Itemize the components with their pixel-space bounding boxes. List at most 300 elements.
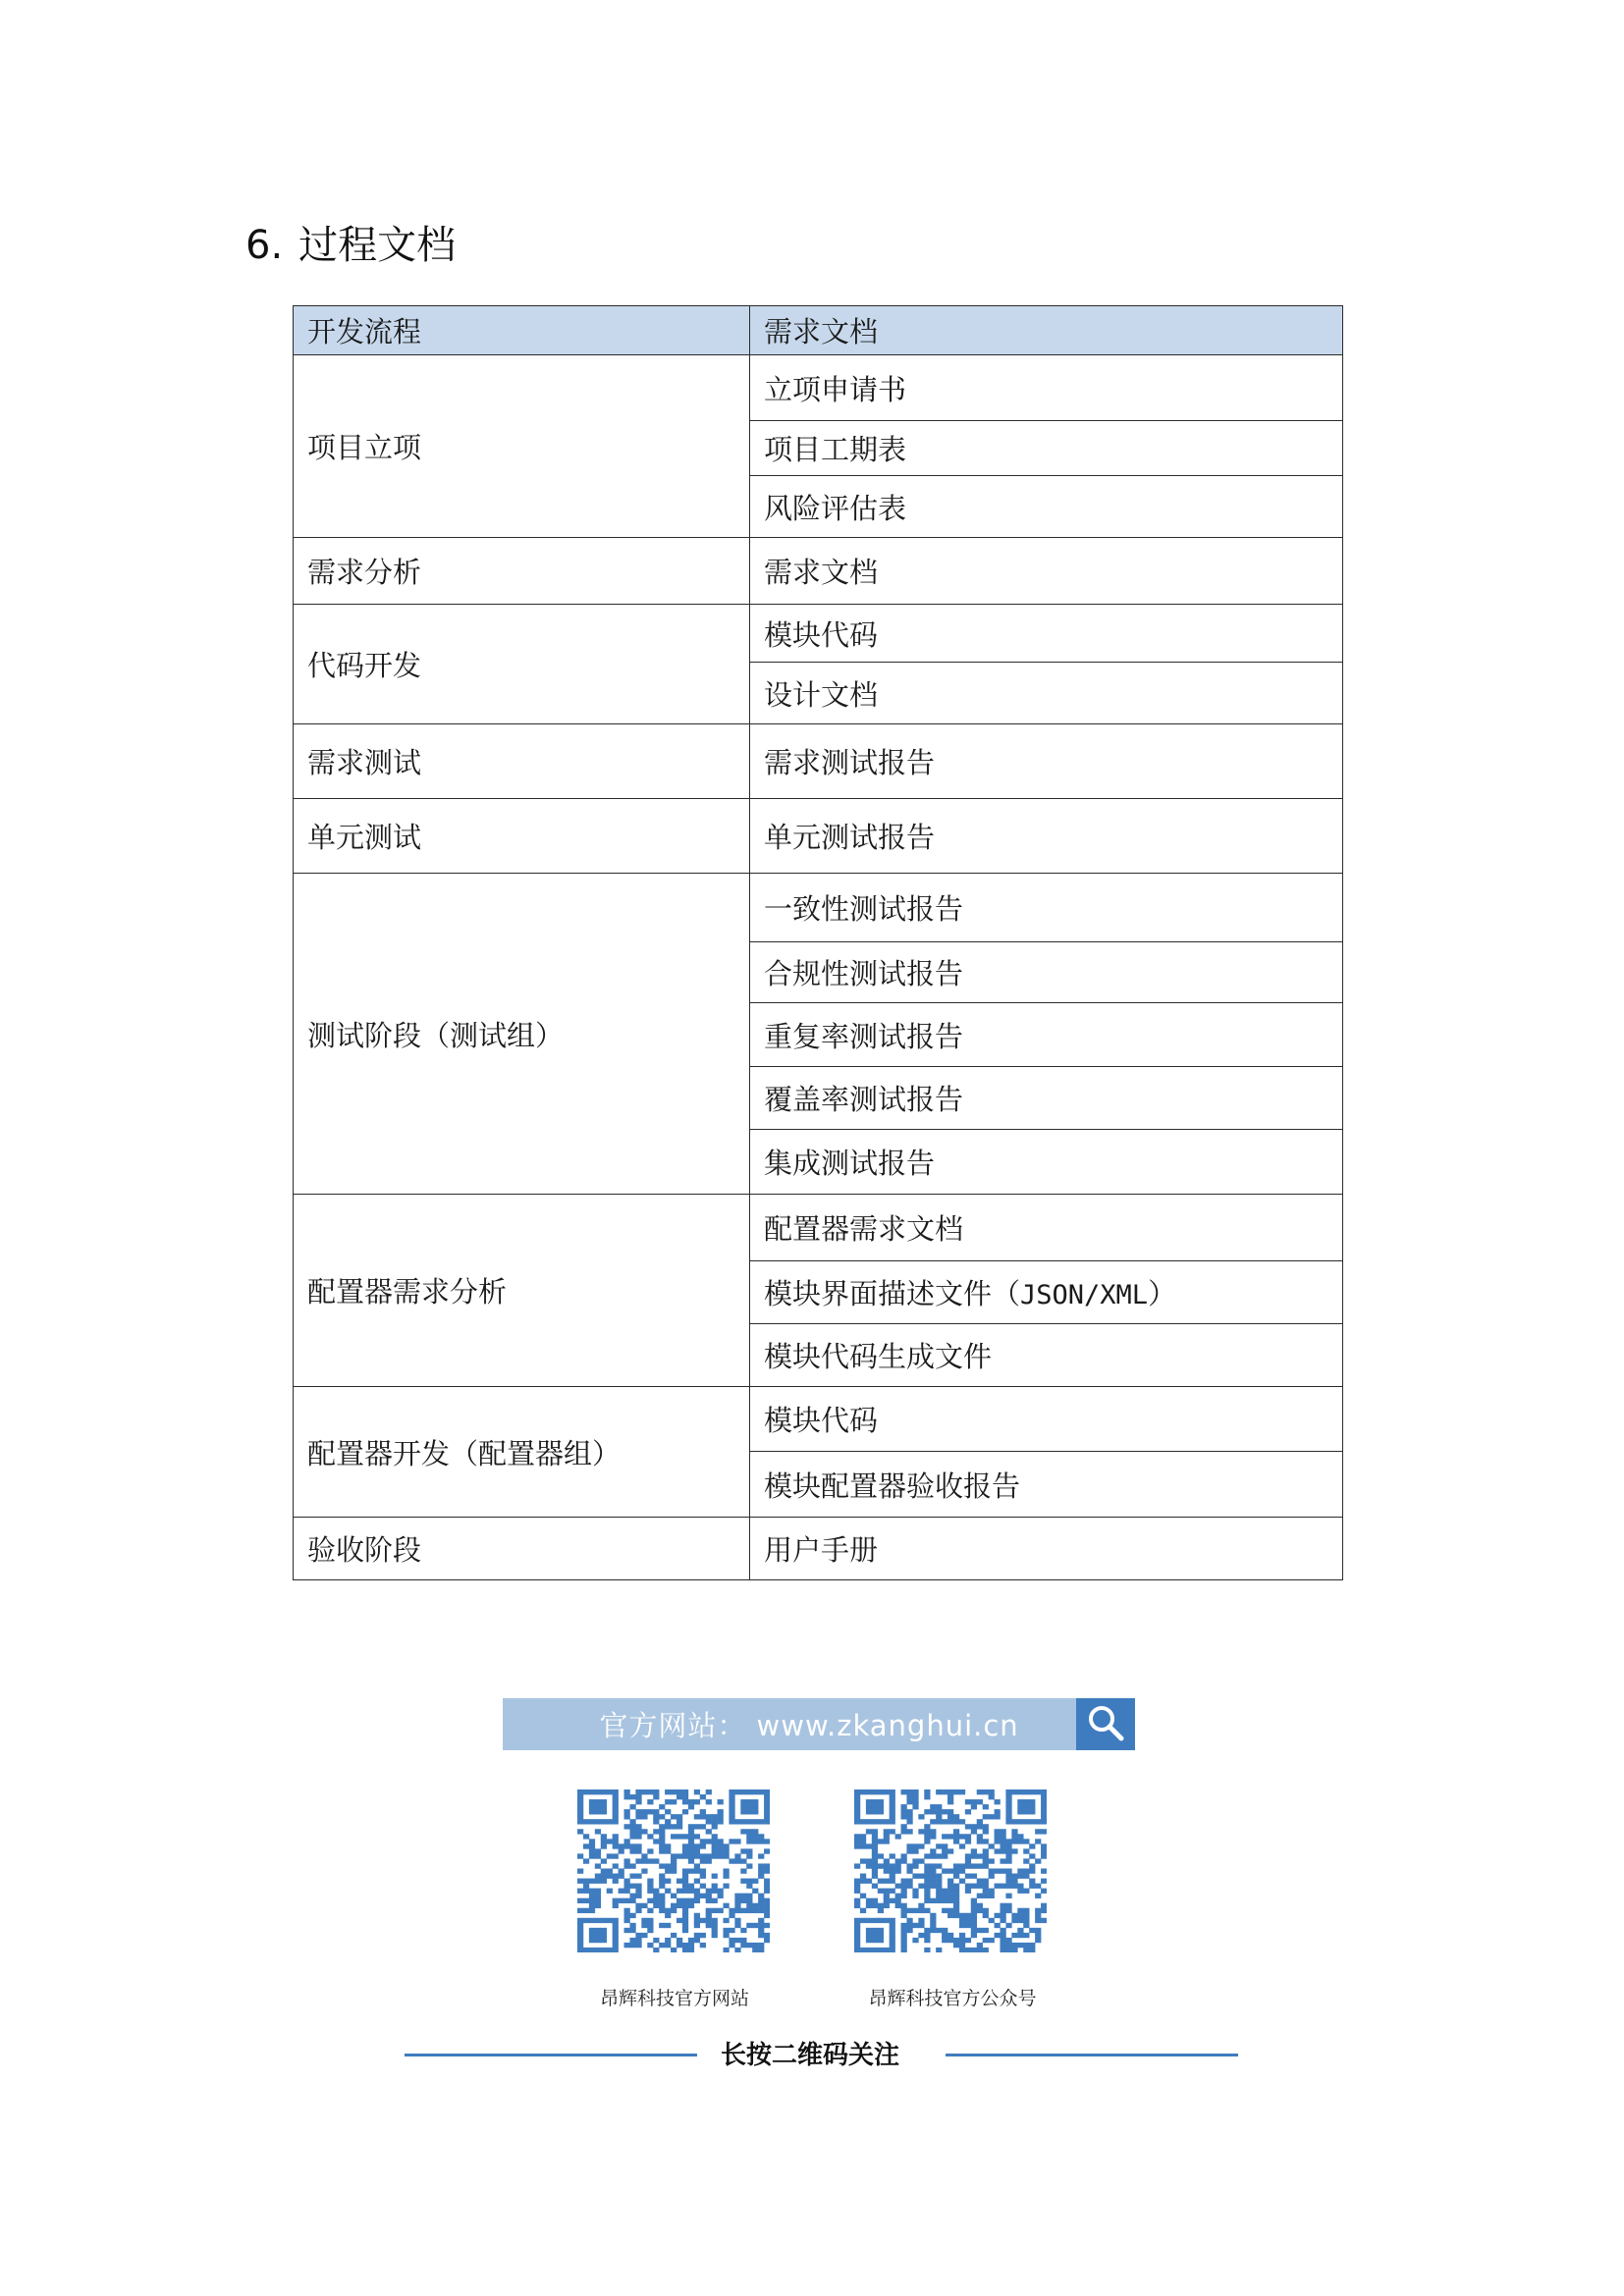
qr-module: [1005, 1874, 1011, 1879]
qr-module: [635, 1848, 641, 1853]
qr-module: [624, 1884, 630, 1889]
qr-module: [583, 1843, 589, 1848]
qr-module: [930, 1913, 936, 1918]
qr-module: [677, 1938, 682, 1943]
qr-module: [1011, 1879, 1017, 1884]
qr-module: [1005, 1843, 1011, 1848]
qr-module: [729, 1819, 734, 1824]
qr-module: [607, 1889, 613, 1894]
website-url[interactable]: www.zkanghui.cn: [756, 1709, 1019, 1742]
qr-module: [665, 1913, 671, 1918]
qr-module: [1017, 1834, 1023, 1839]
qr-module: [971, 1884, 977, 1889]
doc-cell: 模块代码生成文件: [750, 1324, 1343, 1387]
qr-module: [878, 1799, 884, 1804]
qr-module: [995, 1933, 1001, 1938]
qr-module: [659, 1824, 665, 1829]
qr-module: [1041, 1889, 1047, 1894]
qr-module: [947, 1894, 953, 1898]
qr-code-wechat[interactable]: [854, 1789, 1051, 1952]
qr-module: [671, 1868, 677, 1873]
qr-module: [682, 1834, 688, 1839]
qr-module: [890, 1923, 895, 1928]
qr-module: [1017, 1908, 1023, 1913]
qr-module: [965, 1923, 971, 1928]
qr-module: [764, 1908, 770, 1913]
qr-module: [764, 1898, 770, 1903]
doc-cell: 模块配置器验收报告: [750, 1452, 1343, 1518]
doc-cell: 立项申请书: [750, 355, 1343, 421]
qr-module: [764, 1794, 770, 1799]
qr-module: [878, 1908, 884, 1913]
qr-module: [595, 1789, 601, 1794]
qr-module: [694, 1918, 700, 1923]
qr-module: [577, 1933, 583, 1938]
qr-module: [682, 1794, 688, 1799]
doc-cell: 重复率测试报告: [750, 1003, 1343, 1067]
qr-module: [959, 1948, 965, 1952]
qr-module: [1000, 1943, 1005, 1948]
qr-module: [872, 1799, 878, 1804]
qr-module: [682, 1848, 688, 1853]
qr-module: [583, 1884, 589, 1889]
qr-module: [706, 1853, 712, 1858]
qr-module: [884, 1879, 890, 1884]
qr-module: [613, 1903, 619, 1908]
qr-module: [1035, 1913, 1041, 1918]
qr-module: [583, 1918, 589, 1923]
qr-module: [860, 1894, 866, 1898]
qr-module: [595, 1874, 601, 1879]
qr-module: [890, 1938, 895, 1943]
qr-module: [866, 1938, 872, 1943]
qr-module: [653, 1829, 659, 1834]
qr-module: [613, 1799, 619, 1804]
qr-module: [854, 1863, 860, 1868]
qr-module: [688, 1848, 694, 1853]
qr-module: [884, 1863, 890, 1868]
qr-module: [901, 1928, 907, 1933]
qr-module: [734, 1789, 740, 1794]
qr-module: [959, 1843, 965, 1848]
qr-module: [1035, 1908, 1041, 1913]
qr-module: [872, 1884, 878, 1889]
qr-module: [682, 1913, 688, 1918]
qr-module: [854, 1879, 860, 1884]
qr-module: [694, 1848, 700, 1853]
qr-module: [1000, 1868, 1005, 1873]
qr-module: [595, 1863, 601, 1868]
qr-module: [854, 1889, 860, 1894]
qr-module: [712, 1874, 718, 1879]
qr-module: [983, 1908, 989, 1913]
qr-module: [1029, 1804, 1035, 1809]
qr-module: [624, 1794, 630, 1799]
qr-module: [635, 1794, 641, 1799]
qr-module: [901, 1948, 907, 1952]
qr-module: [635, 1829, 641, 1834]
qr-module: [936, 1879, 942, 1884]
qr-module: [1017, 1889, 1023, 1894]
qr-module: [752, 1834, 758, 1839]
qr-module: [688, 1938, 694, 1943]
qr-module: [659, 1923, 665, 1928]
qr-module: [1000, 1829, 1005, 1834]
doc-format-text: JSON/XML: [1020, 1280, 1149, 1310]
qr-module: [746, 1943, 752, 1948]
qr-module: [589, 1853, 595, 1858]
qr-module: [746, 1903, 752, 1908]
qr-module: [878, 1789, 884, 1794]
qr-module: [677, 1943, 682, 1948]
qr-module: [647, 1908, 653, 1913]
qr-module: [906, 1863, 912, 1868]
qr-module: [977, 1903, 983, 1908]
qr-module: [577, 1889, 583, 1894]
qr-module: [746, 1908, 752, 1913]
qr-module: [854, 1794, 860, 1799]
stage-cell: 验收阶段: [294, 1518, 750, 1580]
qr-module: [746, 1804, 752, 1809]
qr-code-website[interactable]: [577, 1789, 774, 1952]
qr-module: [878, 1918, 884, 1923]
qr-module: [752, 1923, 758, 1928]
qr-module: [936, 1948, 942, 1952]
qr-module: [624, 1928, 630, 1933]
search-button[interactable]: [1076, 1698, 1135, 1750]
qr-module: [746, 1923, 752, 1928]
website-bar[interactable]: [503, 1698, 1135, 1750]
qr-module: [890, 1853, 895, 1858]
qr-left-caption: 昂辉科技官方网站: [599, 1988, 749, 2009]
qr-module: [872, 1938, 878, 1943]
qr-module: [746, 1789, 752, 1794]
qr-module: [884, 1898, 890, 1903]
qr-module: [901, 1933, 907, 1938]
qr-module: [1000, 1843, 1005, 1848]
qr-module: [854, 1923, 860, 1928]
qr-module: [942, 1889, 947, 1894]
qr-module: [752, 1819, 758, 1824]
table-row: [294, 799, 1343, 874]
qr-module: [1029, 1863, 1035, 1868]
qr-module: [953, 1874, 959, 1879]
qr-module: [577, 1898, 583, 1903]
qr-module: [624, 1908, 630, 1913]
qr-module: [734, 1839, 740, 1843]
qr-module: [613, 1809, 619, 1814]
qr-module: [912, 1923, 918, 1928]
qr-module: [924, 1863, 930, 1868]
qr-module: [758, 1923, 764, 1928]
qr-module: [930, 1898, 936, 1903]
qr-module: [595, 1829, 601, 1834]
qr-module: [977, 1894, 983, 1898]
qr-module: [734, 1858, 740, 1863]
qr-module: [878, 1839, 884, 1843]
qr-module: [1000, 1938, 1005, 1943]
qr-module: [854, 1834, 860, 1839]
qr-module: [607, 1868, 613, 1873]
qr-module: [884, 1918, 890, 1923]
qr-module: [1005, 1789, 1011, 1794]
qr-module: [866, 1948, 872, 1952]
qr-module: [953, 1908, 959, 1913]
qr-module: [700, 1874, 706, 1879]
table-header-row: [294, 306, 1343, 355]
qr-module: [924, 1933, 930, 1938]
qr-module: [577, 1799, 583, 1804]
qr-module: [930, 1829, 936, 1834]
qr-module: [589, 1928, 595, 1933]
qr-module: [601, 1839, 607, 1843]
qr-module: [1005, 1853, 1011, 1858]
qr-module: [653, 1948, 659, 1952]
qr-module: [936, 1874, 942, 1879]
qr-module: [983, 1894, 989, 1898]
qr-module: [758, 1894, 764, 1898]
qr-module: [872, 1834, 878, 1839]
qr-module: [1041, 1804, 1047, 1809]
qr-module: [1041, 1809, 1047, 1814]
qr-module: [740, 1943, 746, 1948]
qr-module: [953, 1829, 959, 1834]
qr-module: [694, 1868, 700, 1873]
qr-module: [758, 1903, 764, 1908]
qr-module: [901, 1829, 907, 1834]
qr-module: [971, 1874, 977, 1879]
qr-module: [989, 1894, 995, 1898]
qr-module: [971, 1824, 977, 1829]
qr-module: [653, 1858, 659, 1863]
qr-module: [595, 1799, 601, 1804]
qr-module: [1017, 1819, 1023, 1824]
qr-module: [901, 1804, 907, 1809]
qr-module: [906, 1814, 912, 1819]
qr-module: [971, 1799, 977, 1804]
qr-module: [740, 1928, 746, 1933]
qr-module: [906, 1923, 912, 1928]
qr-module: [860, 1843, 866, 1848]
qr-module: [959, 1933, 965, 1938]
qr-module: [694, 1814, 700, 1819]
qr-module: [942, 1834, 947, 1839]
qr-module: [1023, 1933, 1029, 1938]
qr-module: [601, 1834, 607, 1839]
qr-module: [1029, 1789, 1035, 1794]
qr-module: [959, 1789, 965, 1794]
qr-module: [1005, 1923, 1011, 1928]
qr-module: [688, 1839, 694, 1843]
website-text[interactable]: [503, 1704, 1076, 1744]
qr-module: [1029, 1943, 1035, 1948]
qr-module: [918, 1874, 924, 1879]
qr-module: [595, 1918, 601, 1923]
qr-module: [1000, 1908, 1005, 1913]
qr-module: [595, 1948, 601, 1952]
qr-module: [729, 1943, 734, 1948]
qr-module: [746, 1809, 752, 1814]
qr-module: [1017, 1913, 1023, 1918]
qr-module: [924, 1898, 930, 1903]
qr-module: [758, 1839, 764, 1843]
qr-module: [764, 1814, 770, 1819]
qr-module: [860, 1908, 866, 1913]
qr-module: [977, 1943, 983, 1948]
qr-module: [854, 1799, 860, 1804]
qr-module: [659, 1848, 665, 1853]
qr-module: [942, 1848, 947, 1853]
qr-module: [694, 1894, 700, 1898]
qr-module: [688, 1943, 694, 1948]
qr-module: [577, 1918, 583, 1923]
qr-module: [918, 1858, 924, 1863]
qr-module: [729, 1938, 734, 1943]
qr-module: [1005, 1948, 1011, 1952]
qr-module: [682, 1908, 688, 1913]
qr-module: [947, 1879, 953, 1884]
qr-module: [878, 1933, 884, 1938]
qr-module: [607, 1789, 613, 1794]
qr-module: [665, 1843, 671, 1848]
qr-module: [671, 1834, 677, 1839]
qr-module: [601, 1874, 607, 1879]
qr-module: [971, 1948, 977, 1952]
qr-module: [953, 1834, 959, 1839]
qr-module: [906, 1819, 912, 1824]
qr-module: [1041, 1794, 1047, 1799]
qr-module: [912, 1794, 918, 1799]
qr-module: [965, 1918, 971, 1923]
qr-module: [641, 1918, 647, 1923]
qr-module: [884, 1894, 890, 1898]
qr-module: [878, 1948, 884, 1952]
qr-module: [895, 1834, 901, 1839]
qr-module: [764, 1789, 770, 1794]
qr-module: [890, 1863, 895, 1868]
qr-module: [936, 1884, 942, 1889]
qr-module: [647, 1879, 653, 1884]
qr-module: [718, 1908, 724, 1913]
qr-module: [706, 1918, 712, 1923]
qr-module: [712, 1814, 718, 1819]
doc-cell: 模块代码: [750, 1387, 1343, 1452]
qr-module: [729, 1814, 734, 1819]
qr-module: [983, 1889, 989, 1894]
qr-module: [706, 1889, 712, 1894]
qr-module: [1000, 1948, 1005, 1952]
qr-module: [878, 1938, 884, 1943]
qr-module: [901, 1879, 907, 1884]
qr-module: [1011, 1848, 1017, 1853]
qr-module: [884, 1889, 890, 1894]
qr-module: [884, 1834, 890, 1839]
qr-module: [959, 1918, 965, 1923]
qr-module: [906, 1789, 912, 1794]
qr-module: [1000, 1839, 1005, 1843]
qr-module: [624, 1858, 630, 1863]
qr-module: [930, 1809, 936, 1814]
qr-module: [1023, 1789, 1029, 1794]
qr-module: [890, 1789, 895, 1794]
qr-module: [629, 1884, 635, 1889]
qr-module: [682, 1928, 688, 1933]
qr-module: [884, 1839, 890, 1843]
qr-module: [866, 1799, 872, 1804]
qr-module: [860, 1874, 866, 1879]
qr-module: [577, 1928, 583, 1933]
qr-module: [641, 1789, 647, 1794]
qr-module: [1000, 1884, 1005, 1889]
qr-module: [971, 1863, 977, 1868]
qr-module: [601, 1789, 607, 1794]
qr-module: [983, 1804, 989, 1809]
qr-module: [764, 1879, 770, 1884]
qr-module: [624, 1814, 630, 1819]
qr-module: [977, 1853, 983, 1858]
qr-module: [953, 1868, 959, 1873]
qr-module: [947, 1908, 953, 1913]
qr-module: [613, 1863, 619, 1868]
qr-module: [884, 1819, 890, 1824]
qr-module: [866, 1879, 872, 1884]
qr-module: [601, 1799, 607, 1804]
qr-module: [872, 1933, 878, 1938]
qr-module: [936, 1843, 942, 1848]
qr-module: [1041, 1853, 1047, 1858]
doc-cell: 用户手册: [750, 1518, 1343, 1580]
qr-module: [589, 1843, 595, 1848]
qr-module: [1035, 1839, 1041, 1843]
qr-module: [583, 1879, 589, 1884]
qr-module: [659, 1839, 665, 1843]
qr-module: [740, 1829, 746, 1834]
table-row: [294, 538, 1343, 605]
qr-module: [595, 1889, 601, 1894]
qr-module: [1011, 1918, 1017, 1923]
qr-module: [1035, 1938, 1041, 1943]
qr-module: [977, 1824, 983, 1829]
qr-module: [589, 1789, 595, 1794]
qr-module: [977, 1948, 983, 1952]
qr-module: [942, 1898, 947, 1903]
qr-module: [906, 1928, 912, 1933]
qr-module: [607, 1948, 613, 1952]
qr-module: [583, 1908, 589, 1913]
qr-module: [613, 1839, 619, 1843]
qr-module: [918, 1884, 924, 1889]
qr-module: [1000, 1834, 1005, 1839]
qr-module: [740, 1809, 746, 1814]
qr-module: [613, 1879, 619, 1884]
qr-module: [746, 1829, 752, 1834]
qr-module: [712, 1824, 718, 1829]
qr-module: [1041, 1819, 1047, 1824]
qr-module: [890, 1829, 895, 1834]
qr-module: [700, 1884, 706, 1889]
qr-module: [589, 1819, 595, 1824]
doc-cell: 配置器需求文档: [750, 1195, 1343, 1261]
qr-module: [677, 1814, 682, 1819]
qr-module: [860, 1858, 866, 1863]
qr-module: [641, 1868, 647, 1873]
qr-module: [629, 1913, 635, 1918]
qr-module: [995, 1848, 1001, 1853]
qr-module: [635, 1903, 641, 1908]
qr-module: [665, 1819, 671, 1824]
qr-module: [912, 1858, 918, 1863]
qr-module: [595, 1853, 601, 1858]
